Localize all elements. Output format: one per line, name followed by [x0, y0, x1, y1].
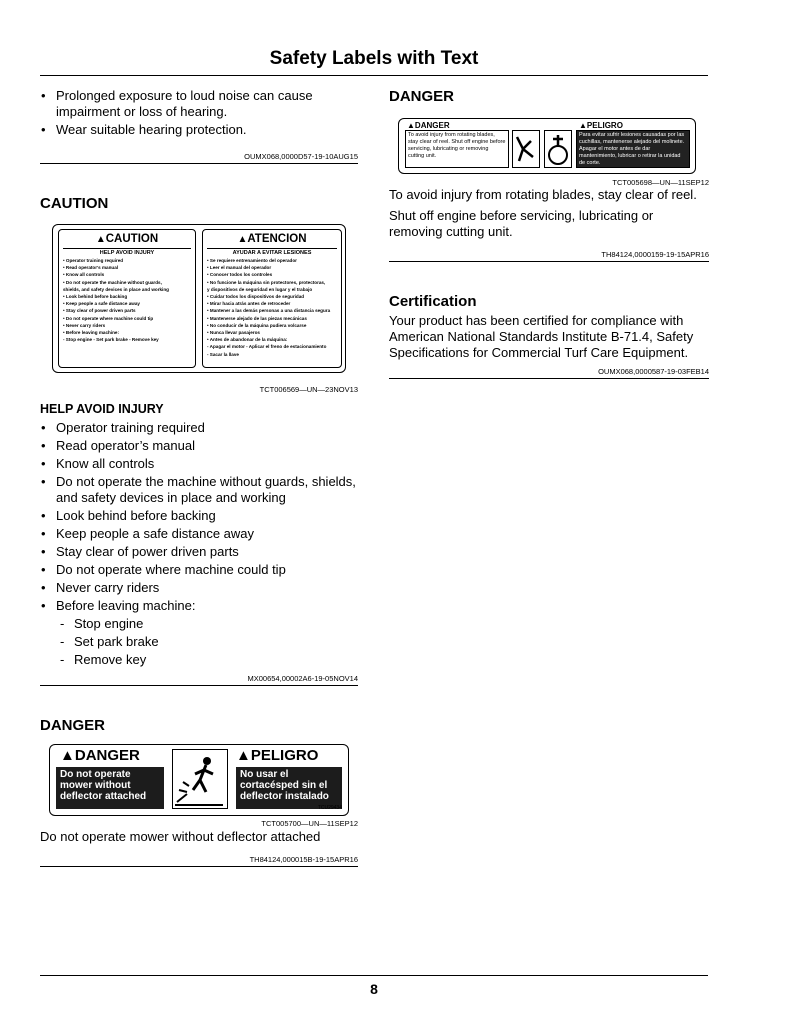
danger-deflector-decal-ref: TCT005700—UN—11SEP12 [261, 819, 358, 828]
decal-line: • Mirar hacia atrás antes de retroceder [207, 301, 291, 307]
danger-decal-english-text: Do not operate mower without deflector attached [56, 767, 164, 809]
list-item: • Do not operate the machine without guards, shields, and safety devices in place and working [40, 474, 358, 506]
danger-reel-ref: TH84124,0000159-19-15APR16 [601, 250, 709, 259]
list-item: • Keep people a safe distance away [40, 526, 358, 542]
noise-bullets [40, 88, 358, 140]
decal-line: • Antes de abandonar de la máquina: [207, 337, 288, 343]
danger-reel-text-1: To avoid injury from rotating blades, stay clear of reel. [389, 187, 697, 202]
list-item: • Stay clear of power driven parts [40, 544, 358, 560]
list-item: • Look behind before backing [40, 508, 358, 524]
warning-triangle-icon: ▲ [60, 747, 75, 764]
page-title: Safety Labels with Text [269, 48, 479, 69]
list-item: • Read operator’s manual [40, 438, 358, 454]
list-item: • Operator training required [40, 420, 358, 436]
decal-line: • Leer el manual del operador [207, 265, 272, 271]
danger-decal-header: ▲DANGER [60, 747, 140, 764]
warning-triangle-icon: ▲ [237, 234, 248, 245]
decal-line: • Nunca llevar pasajeros [207, 330, 260, 336]
list-item: • Do not operate where machine could tip [40, 562, 358, 578]
danger-reel-decal-ref: TCT005698—UN—11SEP12 [612, 178, 709, 187]
decal-line: • Mantener a las demás personas a una distancia segura [207, 308, 331, 314]
decal-line: • Mantenerse alejado de las piezas mecánicas [207, 315, 307, 321]
danger-decal-header: ▲DANGER [407, 121, 450, 130]
section-rule [40, 685, 358, 686]
help-avoid-injury-heading: HELP AVOID INJURY [40, 402, 164, 416]
section-rule [389, 378, 709, 379]
section-rule [40, 866, 358, 867]
danger-deflector-decal [49, 744, 349, 816]
warning-triangle-icon: ▲ [95, 234, 106, 245]
decal-line: • No conducir de la máquina pudiera volcarse [207, 322, 307, 328]
decal-line: • Read operator's manual [63, 265, 119, 271]
decal-line: - Apagar el motor - Aplicar el freno de estacionamiento [207, 344, 327, 350]
caution-heading: CAUTION [40, 195, 109, 212]
danger-decal-english-text: To avoid injury from rotating blades, stay clear of reel. Shut off engine before servicing, lubricating or removing cutting unit. [405, 130, 509, 168]
decal-line: • Stay clear of power driven parts [63, 308, 136, 314]
rotating-blade-hazard-icon [512, 130, 540, 168]
danger-reel-decal [398, 118, 696, 174]
certification-text: Your product has been certified for compliance with American National Standards Institute B-71.4, Safety Specifications for Commercial Turf Care Equipment. [389, 313, 694, 360]
noise-ref: OUMX068,0000D57-19-10AUG15 [244, 152, 358, 161]
peligro-decal-header: ▲PELIGRO [579, 121, 623, 130]
sub-list-item: - Stop engine [60, 616, 358, 632]
page-number: 8 [370, 981, 378, 997]
decal-line: • Keep people a safe distance away [63, 301, 140, 307]
decal-line: • Never carry riders [63, 322, 106, 328]
sub-list-item: - Remove key [60, 652, 358, 668]
caution-decal-header: ▲CAUTION [95, 233, 159, 245]
list-item: • Before leaving machine: [40, 598, 358, 614]
danger-decal-spanish-text: No usar el cortacésped sin el deflector instalado [236, 767, 342, 809]
list-item: • Wear suitable hearing protection. [40, 122, 358, 138]
decal-line: • Do not operate the machine without guards, [63, 279, 162, 285]
danger-deflector-ref: TH84124,000015B-19-15APR16 [249, 855, 358, 864]
danger-reel-heading: DANGER [389, 88, 455, 105]
title-rule [40, 75, 708, 76]
decal-line: • Se requiere entrenamiento del operador [207, 258, 297, 263]
caution-ref: MX00654,00002A6-19-05NOV14 [247, 674, 358, 683]
danger-deflector-caption: Do not operate mower without deflector attached [40, 829, 321, 844]
warning-triangle-icon: ▲ [579, 121, 587, 130]
decal-line: • Cuidar todos los dispositivos de seguridad [207, 294, 305, 300]
decal-line: - Stop engine - Set park brake - Remove key [63, 337, 159, 343]
sub-list-item: - Set park brake [60, 634, 358, 650]
certification-ref: OUMX068,0000587-19-03FEB14 [598, 367, 709, 376]
warning-triangle-icon: ▲ [236, 747, 251, 764]
danger-decal-spanish-text: Para evitar sufrir lesiones causadas por las cuchillas, mantenerse alejado del molinete. Apagar el motor antes de dar mantenimiento, lubricar o retirar la unidad de corte. [576, 130, 690, 168]
decal-line: • Look behind before backing [63, 294, 128, 300]
section-rule [40, 163, 358, 164]
decal-line: • Conocer todos los controles [207, 272, 273, 278]
decal-line: • Before leaving machine: [63, 330, 119, 336]
thrown-object-hazard-icon [172, 749, 228, 809]
peligro-decal-header: ▲PELIGRO [236, 747, 319, 764]
decal-line: • Operator training required [63, 258, 124, 263]
decal-line: - Sacar la llave [207, 351, 239, 357]
footer-rule [40, 975, 708, 976]
decal-line: • No funcione la máquina sin protectores, protectoras, [207, 279, 326, 285]
warning-triangle-icon: ▲ [407, 121, 415, 130]
decal-line: • Do not operate where machine could tip [63, 315, 154, 321]
caution-list [40, 420, 358, 670]
section-rule [389, 261, 709, 262]
caution-decal-subheader: AYUDAR A EVITAR LESIONES [207, 248, 337, 257]
caution-decal-spanish [202, 229, 342, 368]
caution-decal-header: ▲ATENCION [237, 233, 307, 245]
list-item: • Never carry riders [40, 580, 358, 596]
decal-line: shields, and safety devices in place and working [63, 286, 169, 292]
caution-decal-subheader: HELP AVOID INJURY [63, 248, 191, 257]
caution-decal [52, 224, 346, 373]
caution-decal-ref: TCT006569—UN—23NOV13 [259, 385, 358, 394]
decal-line: y dispositivos de seguridad en lugar y el trabajo [207, 286, 313, 292]
danger-reel-text-2: Shut off engine before servicing, lubricating or removing cutting unit. [389, 208, 654, 239]
reel-hazard-icon [544, 130, 572, 168]
danger-deflector-heading: DANGER [40, 717, 106, 734]
list-item: • Know all controls [40, 456, 358, 472]
decal-code: TCU29434 [317, 805, 342, 811]
caution-decal-english [58, 229, 196, 368]
list-item: • Prolonged exposure to loud noise can cause impairment or loss of hearing. [40, 88, 358, 120]
certification-heading: Certification [389, 293, 477, 310]
decal-line: • Know all controls [63, 272, 105, 278]
